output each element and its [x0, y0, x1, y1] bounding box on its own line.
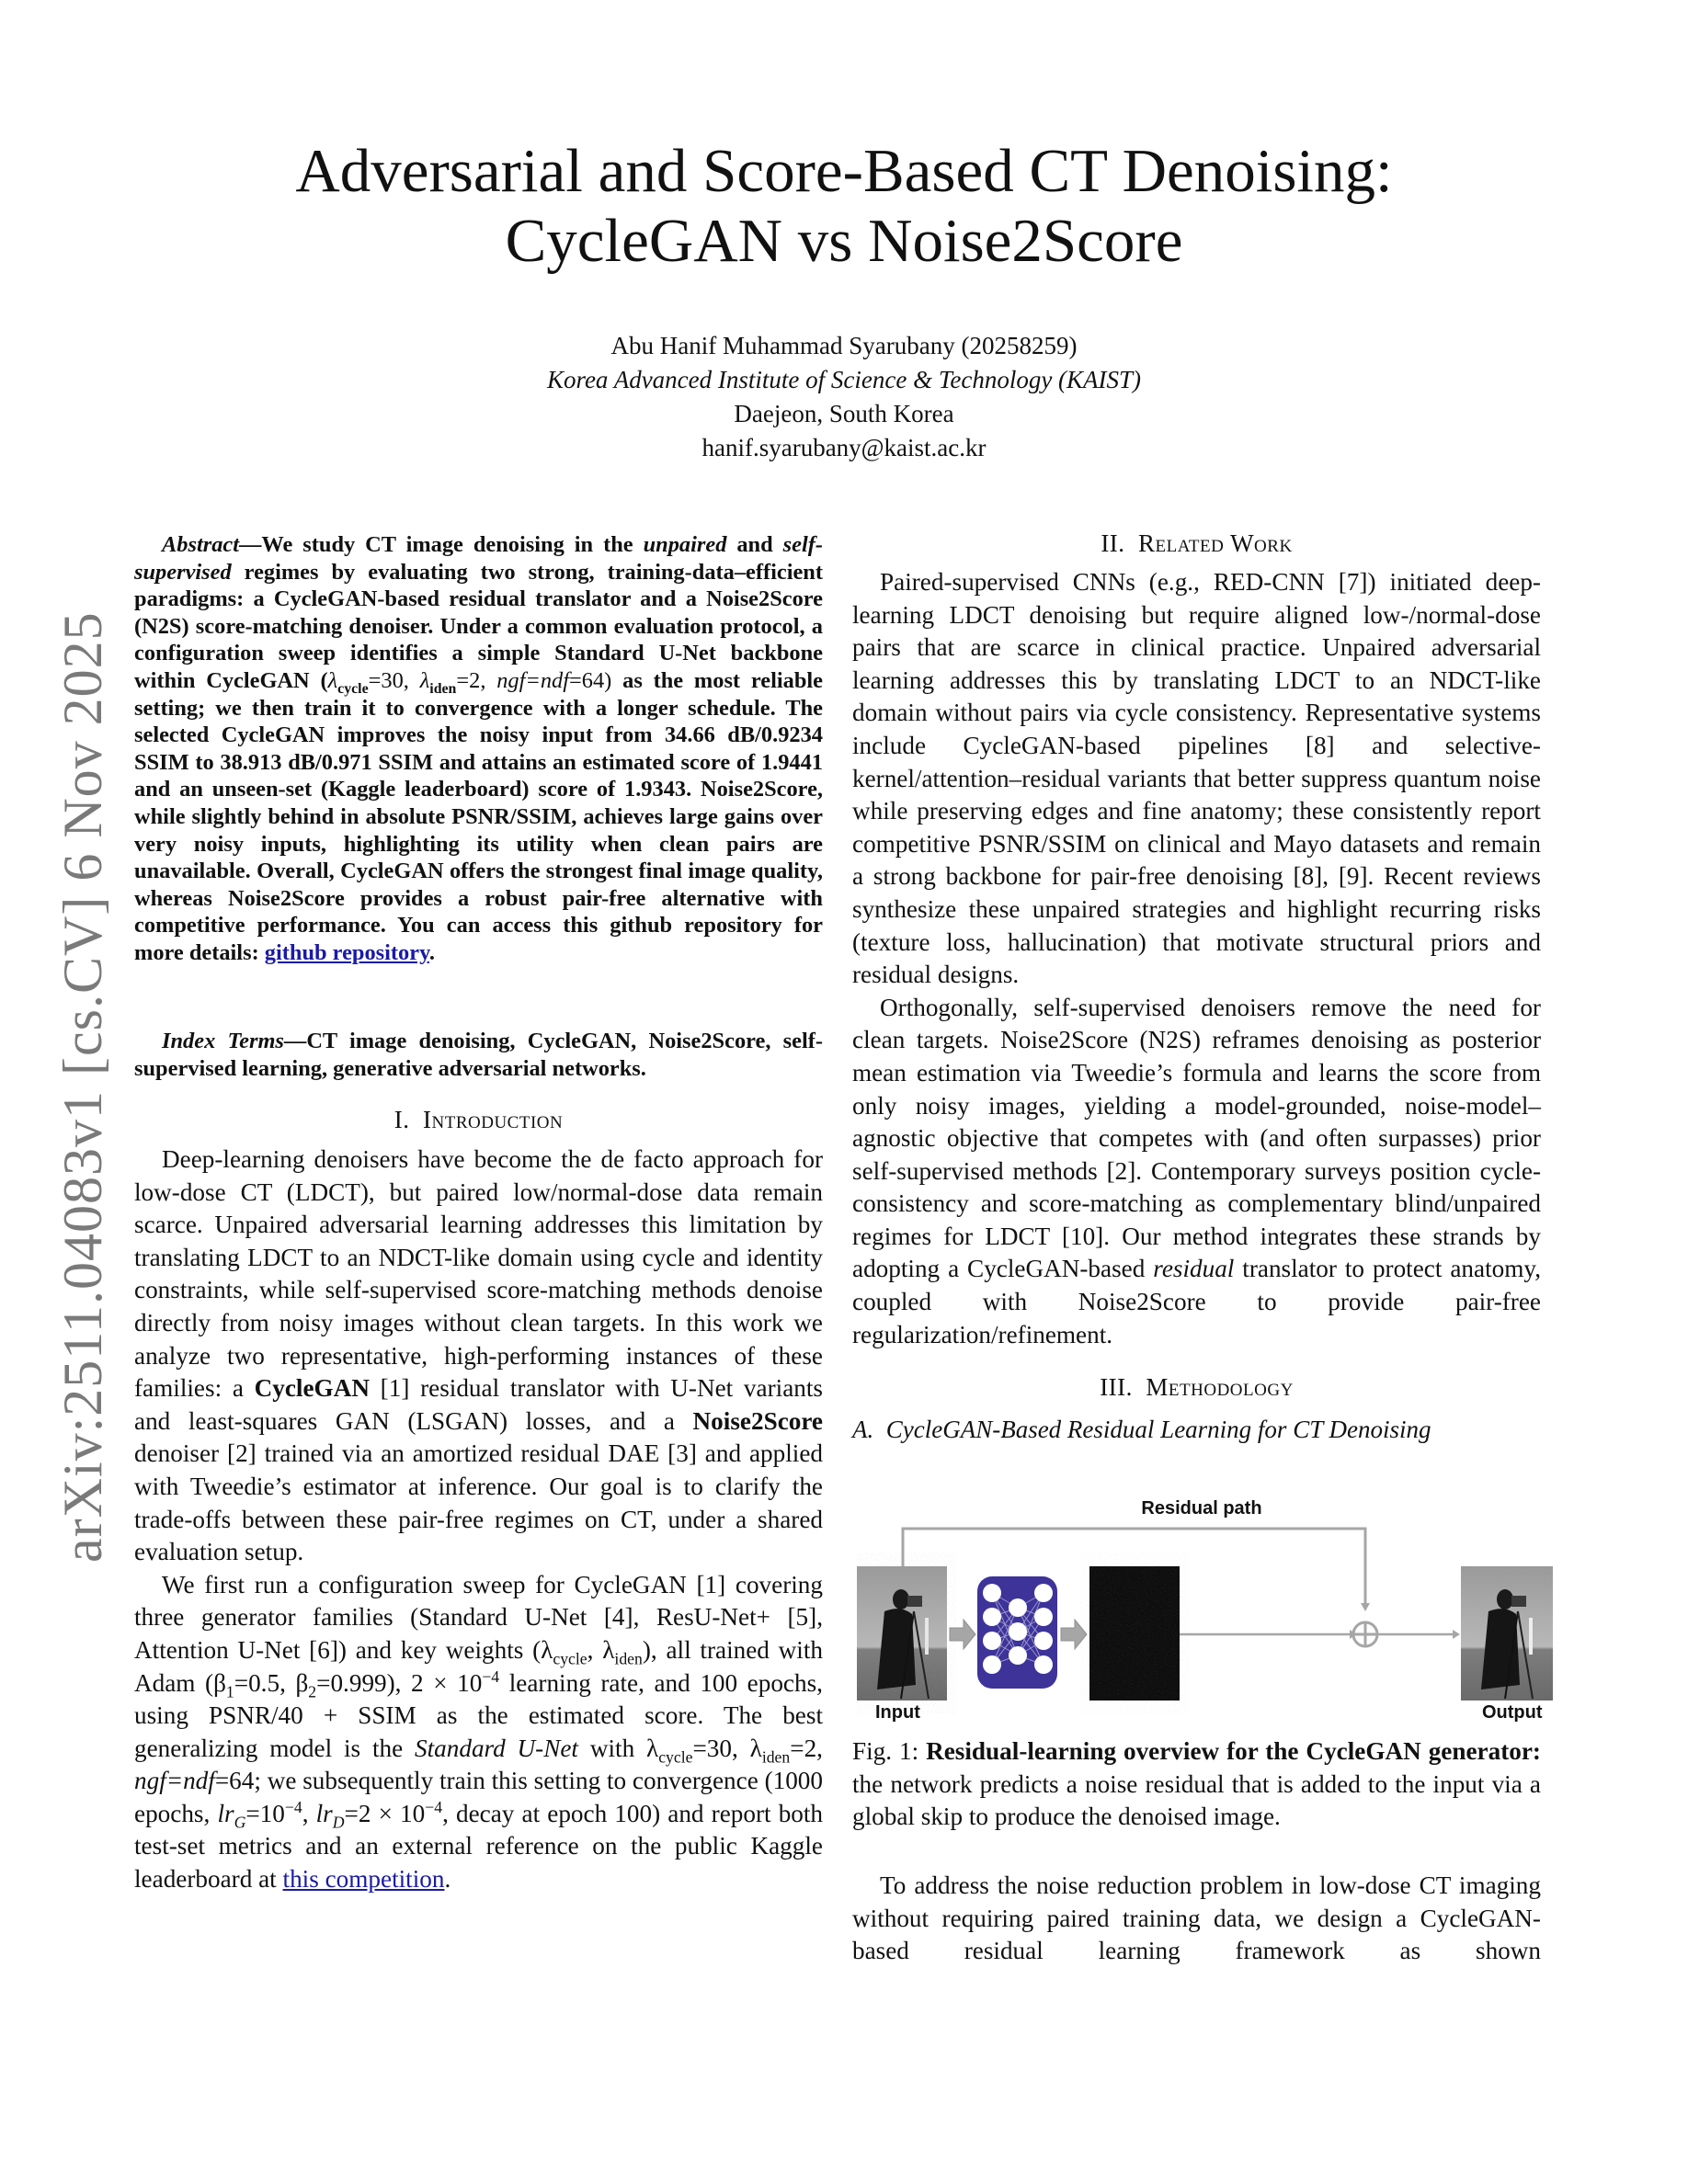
- title-line-1: Adversarial and Score-Based CT Denoising:: [295, 137, 1393, 205]
- related-paragraph-1: Paired-supervised CNNs (e.g., RED-CNN [7]) initiated deep-learning LDCT denoising but require aligned low-/normal-dose pairs that are scarce in clinical practice. Unpaired adversarial learning addresses this by translating LDCT to an NDCT-like domain without pairs via cycle consistency. Representative systems include CycleGAN-based pipelines [8] and selective-kernel/attention–residual variants that better suppress quantum noise while preserving edges and fine anatomy; these consistently report competitive PSNR/SSIM on clinical and Mayo datasets and remain a strong backbone for pair-free denoising [8], [9]. Recent reviews synthesize these unpaired strategies and highlight recurring risks (texture loss, hallucination) that motivate structural priors and residual designs.: [852, 568, 1541, 989]
- section-title: Methodology: [1146, 1373, 1294, 1401]
- residual-path-label: Residual path: [1141, 1498, 1262, 1519]
- section-heading-introduction: [134, 1106, 823, 1134]
- abstract-text: We study CT image denoising in the: [261, 532, 644, 557]
- abstract-text: and: [726, 532, 783, 557]
- index-terms-dash: —: [283, 1029, 307, 1053]
- figure-1-caption: [852, 1735, 1541, 1834]
- neural-network-icon: [977, 1576, 1057, 1689]
- section-number: I.: [393, 1106, 410, 1133]
- input-image: [857, 1566, 947, 1701]
- residual-diagram-svg: [857, 1496, 1554, 1726]
- intro-paragraph-1: Deep-learning denoisers have become the de facto approach for low-dose CT (LDCT), but paired low/normal-dose data remain scarce. Unpaired adversarial learning addresses this limitation by translating LDCT to an NDCT-like domain using cycle and identity constraints, while self-supervised score-matching methods denoise directly from noisy images without clean targets. In this work we analyze two representative, high-performing instances of these families: a CycleGAN [1] residual translator with U-Net variants and least-squares GAN (LSGAN) losses, and a Noise2Score denoiser [2] trained via an amortized residual DAE [3] and applied with Tweedie’s estimator at inference. Our goal is to clarify the trade-offs between these pair-free regimes on CT, under a shared evaluation setup.: [134, 1145, 823, 1566]
- arxiv-stamp: arXiv:2511.04083v1 [cs.CV] 6 Nov 2025: [52, 611, 113, 1563]
- abstract-dash: —: [239, 532, 262, 557]
- paper-title: [0, 136, 1688, 276]
- subsection-title: CycleGAN-Based Residual Learning for CT Denoising: [885, 1416, 1431, 1443]
- output-image: [1461, 1566, 1553, 1701]
- abstract-text: as the most reliable setting; we then train it to convergence with a longer schedule. The selected CycleGAN improves the noisy input from 34.66 dB/0.9234 SSIM to 38.913 dB/0.971 SSIM and attains an estimated score of 1.9441 and an unseen-set (Kaggle leaderboard) score of 1.9343. Noise2Score, while slightly behind in absolute PSNR/SSIM, achieves large gains over very noisy inputs, highlighting its utility when clean pairs are unavailable. Overall, CycleGAN offers the strongest final image quality, whereas Noise2Score provides a robust pair-free alternative with competitive performance. You can access this github repository for more details:: [134, 667, 823, 965]
- competition-link[interactable]: this competition: [282, 1865, 445, 1894]
- index-terms: [134, 1028, 823, 1082]
- abstract-emph: unpaired: [643, 532, 727, 557]
- input-label: Input: [875, 1702, 920, 1723]
- abstract-emph: self-supervised: [134, 532, 823, 585]
- section-number: III.: [1100, 1373, 1133, 1401]
- author-location: Daejeon, South Korea: [734, 400, 954, 427]
- author-name: Abu Hanif Muhammad Syarubany (20258259): [610, 332, 1078, 359]
- related-paragraph-2: Orthogonally, self-supervised denoisers remove the need for clean targets. Noise2Score (N2S) reframes denoising as posterior mean estimation via Tweedie’s formula and learns the score from only noisy images, yielding a model-grounded, noise-model–agnostic objective that competes with (and often surpasses) prior self-supervised methods [2]. Contemporary surveys position cycle-consistency and score-matching as complementary blind/unpaired regimes for LDCT [10]. Our method integrates these strands by adopting a CycleGAN-based residual translator to protect anatomy, coupled with Noise2Score to provide pair-free regularization/refinement.: [852, 993, 1541, 1348]
- arrow-icon: [950, 1620, 975, 1649]
- abstract-period: .: [428, 939, 436, 965]
- subsection-number: A.: [852, 1416, 874, 1443]
- caption-bold: Residual-learning overview for the CycleGAN generator:: [926, 1737, 1541, 1765]
- subsection-heading-a: [852, 1416, 1541, 1444]
- index-terms-label: Index Terms: [162, 1029, 284, 1053]
- intro-paragraph-2: We first run a configuration sweep for CycleGAN [1] covering three generator families (Standard U-Net [4], ResU-Net+ [5], Attention U-Net [6]) and key weights ($\lambda_{cycle}$, $\lambda_{iden}$), all trained with Adam ($\beta_1=0.5$, $\beta_2=0.999$), $2 \times 10^{-4}$ learning rate, and 100 epochs, using PSNR/40 + SSIM as the estimated score. The best generalizing model is the Standard U-Net with $\lambda_{cycle}=30$, $\lambda_{iden}=2$, ngf=ndf=64; we subsequently train this setting to convergence (1000 epochs, $lr_G=10^{-4}$, $lr_D=2 \times 10^{-4}$, decay at epoch 100) and report both test-set metrics and an external reference on the public Kaggle leaderboard at this competition.: [134, 1570, 824, 1894]
- section-heading-related-work: [852, 529, 1541, 558]
- author-block: [0, 329, 1688, 465]
- abstract-label: Abstract: [162, 532, 240, 557]
- index-terms-text: CT image denoising, CycleGAN, Noise2Score, self-supervised learning, generative adversarial networks.: [134, 1029, 823, 1081]
- introduction-body: [134, 1143, 823, 1896]
- abstract: [134, 531, 823, 967]
- figure-1-residual-diagram: [857, 1496, 1554, 1726]
- related-work-body: [852, 566, 1541, 1351]
- caption-text: the network predicts a noise residual that is added to the input via a global skip to produce the denoised image.: [852, 1769, 1541, 1831]
- section-number: II.: [1101, 529, 1125, 557]
- abstract-text: regimes by evaluating two strong, training-data–efficient paradigms: a CycleGAN-based residual translator and a Noise2Score (N2S) score-matching denoiser. Under a common evaluation protocol, a configuration sweep identifies a simple Standard U-Net backbone within CycleGAN (: [134, 559, 823, 693]
- section-heading-methodology: [852, 1373, 1541, 1402]
- caption-prefix: Fig. 1:: [852, 1737, 927, 1765]
- section-title: Related Work: [1138, 529, 1293, 557]
- sum-node-icon: [1353, 1622, 1377, 1646]
- section-title: Introduction: [423, 1106, 564, 1133]
- method-paragraph-1: To address the noise reduction problem in low-dose CT imaging without requiring paired training data, we design a CycleGAN-based residual learning framework as shown: [852, 1871, 1541, 1965]
- title-line-2: CycleGAN vs Noise2Score: [505, 207, 1183, 275]
- author-email: hanif.syarubany@kaist.ac.kr: [701, 434, 987, 461]
- methodology-body: [852, 1870, 1541, 1968]
- github-repository-link[interactable]: github repository: [264, 939, 429, 965]
- author-affiliation: Korea Advanced Institute of Science & Technology (KAIST): [546, 366, 1142, 393]
- noise-residual-image: [1089, 1566, 1180, 1701]
- arrow-icon: [1061, 1620, 1087, 1649]
- output-label: Output: [1482, 1702, 1543, 1723]
- math-lambda-cycle: $\lambda_{cycle}=30$, $\lambda_{iden}=2$, ngf=ndf=64): [327, 667, 612, 697]
